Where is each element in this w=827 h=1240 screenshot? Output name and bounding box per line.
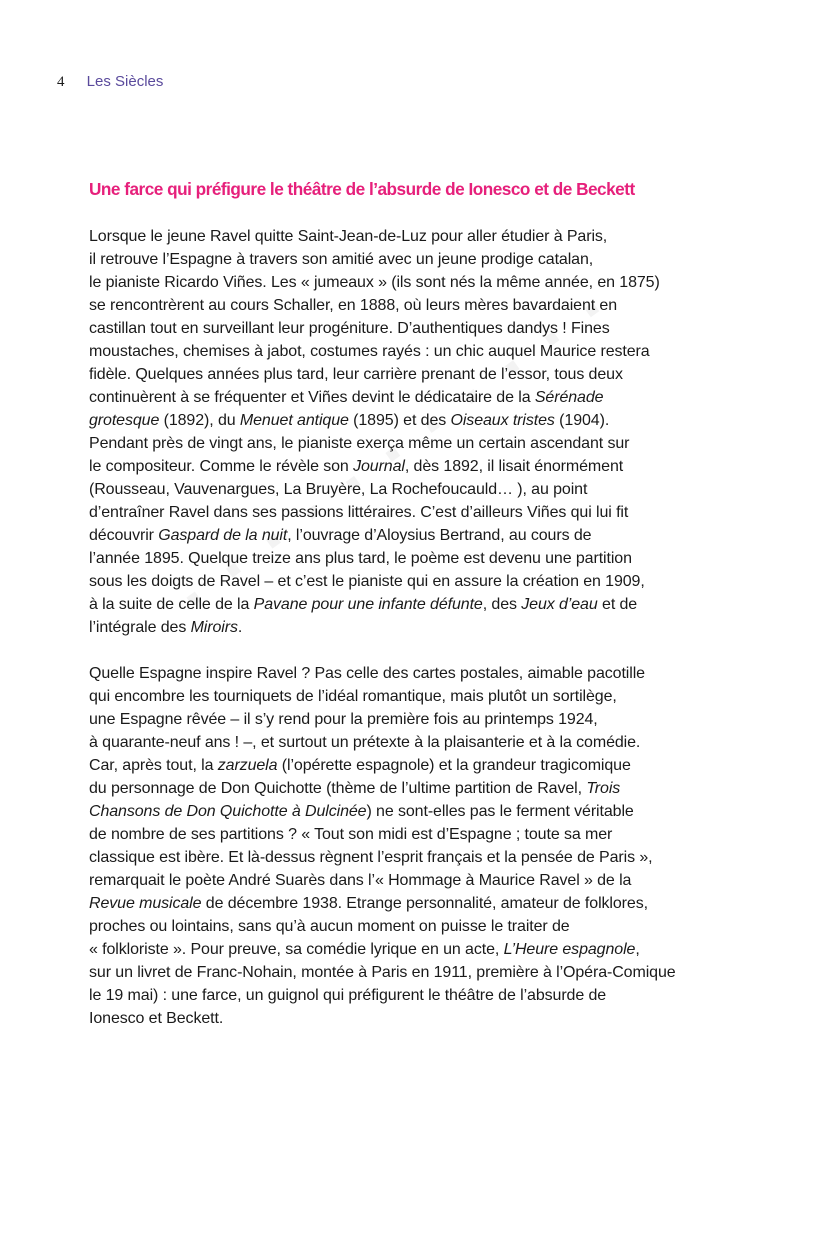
text-segment: castillan tout en surveillant leur progéniture. D’authentiques dandys ! Fines (89, 320, 610, 337)
text-segment: classique est ibère. Et là-dessus règnent l’esprit français et la pensée de Paris », (89, 849, 653, 866)
italic-title: Sérénade (534, 389, 604, 406)
text-segment: de décembre 1938. Etrange personnalité, amateur de folklores, (201, 895, 648, 912)
text-segment: (1895) et des (348, 412, 451, 429)
text-segment: continuèrent à se fréquenter et Viñes devint le dédicataire de la (89, 389, 535, 406)
text-segment: , dès 1892, il lisait énormément (404, 458, 624, 475)
text-segment: d’entraîner Ravel dans ses passions littéraires. C’est d’ailleurs Viñes qui lui fit (89, 504, 629, 521)
text-segment: Quelle Espagne inspire Ravel ? Pas celle des cartes postales, aimable pacotille (89, 665, 645, 682)
text-line (89, 961, 749, 984)
italic-title: Trois (586, 780, 621, 797)
text-line (89, 501, 749, 524)
article-body (89, 225, 749, 1053)
italic-title: zarzuela (217, 757, 278, 774)
text-segment: (1892), du (159, 412, 240, 429)
text-line (89, 225, 749, 248)
text-segment: Ionesco et Beckett. (89, 1010, 224, 1027)
text-segment: (1904). (554, 412, 610, 429)
text-line (89, 271, 749, 294)
text-line (89, 340, 749, 363)
text-segment: l’année 1895. Quelque treize ans plus tard, le poème est devenu une partition (89, 550, 632, 567)
text-segment: . (237, 619, 243, 636)
text-line (89, 685, 749, 708)
text-line (89, 524, 749, 547)
italic-title: Revue musicale (89, 895, 202, 912)
italic-title: Oiseaux tristes (450, 412, 555, 429)
italic-title: Pavane pour une infante défunte (253, 596, 483, 613)
text-segment: Car, après tout, la (89, 757, 218, 774)
text-line (89, 547, 749, 570)
text-segment: ) ne sont-elles pas le ferment véritable (366, 803, 634, 820)
text-segment: fidèle. Quelques années plus tard, leur carrière prenant de l’essor, tous deux (89, 366, 623, 383)
italic-title: Journal (353, 458, 405, 475)
text-segment: « folkloriste ». Pour preuve, sa comédie lyrique en un acte, (89, 941, 504, 958)
text-line (89, 754, 749, 777)
text-segment: du personnage de Don Quichotte (thème de l’ultime partition de Ravel, (89, 780, 587, 797)
body-paragraph (89, 225, 749, 639)
text-segment: Lorsque le jeune Ravel quitte Saint-Jean-de-Luz pour aller étudier à Paris, (89, 228, 608, 245)
text-segment: , (635, 941, 640, 958)
text-line (89, 869, 749, 892)
italic-title: Jeux d’eau (521, 596, 598, 613)
running-title: Les Siècles (86, 73, 164, 90)
body-paragraph (89, 662, 749, 1030)
text-segment: proches ou lointains, sans qu’à aucun moment on puisse le traiter de (89, 918, 570, 935)
text-line (89, 593, 749, 616)
italic-title: grotesque (89, 412, 160, 429)
italic-title: Chansons de Don Quichotte à Dulcinée (89, 803, 367, 820)
text-segment: le compositeur. Comme le révèle son (89, 458, 354, 475)
text-segment: découvrir (89, 527, 159, 544)
text-segment: se rencontrèrent au cours Schaller, en 1888, où leurs mères bavardaient en (89, 297, 618, 314)
text-line (89, 938, 749, 961)
text-segment: sous les doigts de Ravel – et c’est le pianiste qui en assure la création en 1909, (89, 573, 645, 590)
text-segment: (l’opérette espagnole) et la grandeur tragicomique (277, 757, 631, 774)
text-line (89, 478, 749, 501)
text-line (89, 386, 749, 409)
text-line (89, 317, 749, 340)
text-line (89, 892, 749, 915)
text-segment: le pianiste Ricardo Viñes. Les « jumeaux » (ils sont nés la même année, en 1875) (89, 274, 660, 291)
italic-title: Miroirs (190, 619, 238, 636)
text-segment: moustaches, chemises à jabot, costumes rayés : un chic auquel Maurice restera (89, 343, 650, 360)
text-line (89, 1007, 749, 1030)
text-line (89, 915, 749, 938)
italic-title: Gaspard de la nuit (158, 527, 288, 544)
text-segment: à la suite de celle de la (89, 596, 254, 613)
text-line (89, 248, 749, 271)
text-segment: de nombre de ses partitions ? « Tout son midi est d’Espagne ; toute sa mer (89, 826, 613, 843)
text-line (89, 409, 749, 432)
text-line (89, 455, 749, 478)
italic-title: L’Heure espagnole (503, 941, 636, 958)
italic-title: Menuet antique (239, 412, 349, 429)
text-line (89, 570, 749, 593)
text-segment: sur un livret de Franc-Nohain, montée à Paris en 1911, première à l’Opéra-Comique (89, 964, 676, 981)
text-line (89, 777, 749, 800)
text-line (89, 708, 749, 731)
text-segment: Pendant près de vingt ans, le pianiste exerça même un certain ascendant sur (89, 435, 630, 452)
text-line (89, 800, 749, 823)
text-segment: à quarante-neuf ans ! –, et surtout un prétexte à la plaisanterie et à la comédie. (89, 734, 641, 751)
text-line (89, 846, 749, 869)
text-line (89, 432, 749, 455)
text-line (89, 662, 749, 685)
section-heading: Une farce qui préfigure le théâtre de l’absurde de Ionesco et de Beckett (89, 179, 635, 199)
text-line (89, 294, 749, 317)
text-line (89, 984, 749, 1007)
text-segment: et de (597, 596, 638, 613)
text-line (89, 823, 749, 846)
text-segment: il retrouve l’Espagne à travers son amitié avec un jeune prodige catalan, (89, 251, 594, 268)
text-segment: , l’ouvrage d’Aloysius Bertrand, au cours de (287, 527, 592, 544)
text-line (89, 731, 749, 754)
text-line (89, 616, 749, 639)
text-segment: , des (482, 596, 522, 613)
text-segment: remarquait le poète André Suarès dans l’« Hommage à Maurice Ravel » de la (89, 872, 632, 889)
page-number: 4 (57, 74, 65, 90)
text-segment: le 19 mai) : une farce, un guignol qui préfigurent le théâtre de l’absurde de (89, 987, 607, 1004)
text-segment: (Rousseau, Vauvenargues, La Bruyère, La Rochefoucauld… ), au point (89, 481, 588, 498)
page-header (57, 72, 163, 92)
text-line (89, 363, 749, 386)
text-segment: une Espagne rêvée – il s’y rend pour la première fois au printemps 1924, (89, 711, 598, 728)
text-segment: l’intégrale des (89, 619, 191, 636)
text-segment: qui encombre les tourniquets de l’idéal romantique, mais plutôt un sortilège, (89, 688, 617, 705)
